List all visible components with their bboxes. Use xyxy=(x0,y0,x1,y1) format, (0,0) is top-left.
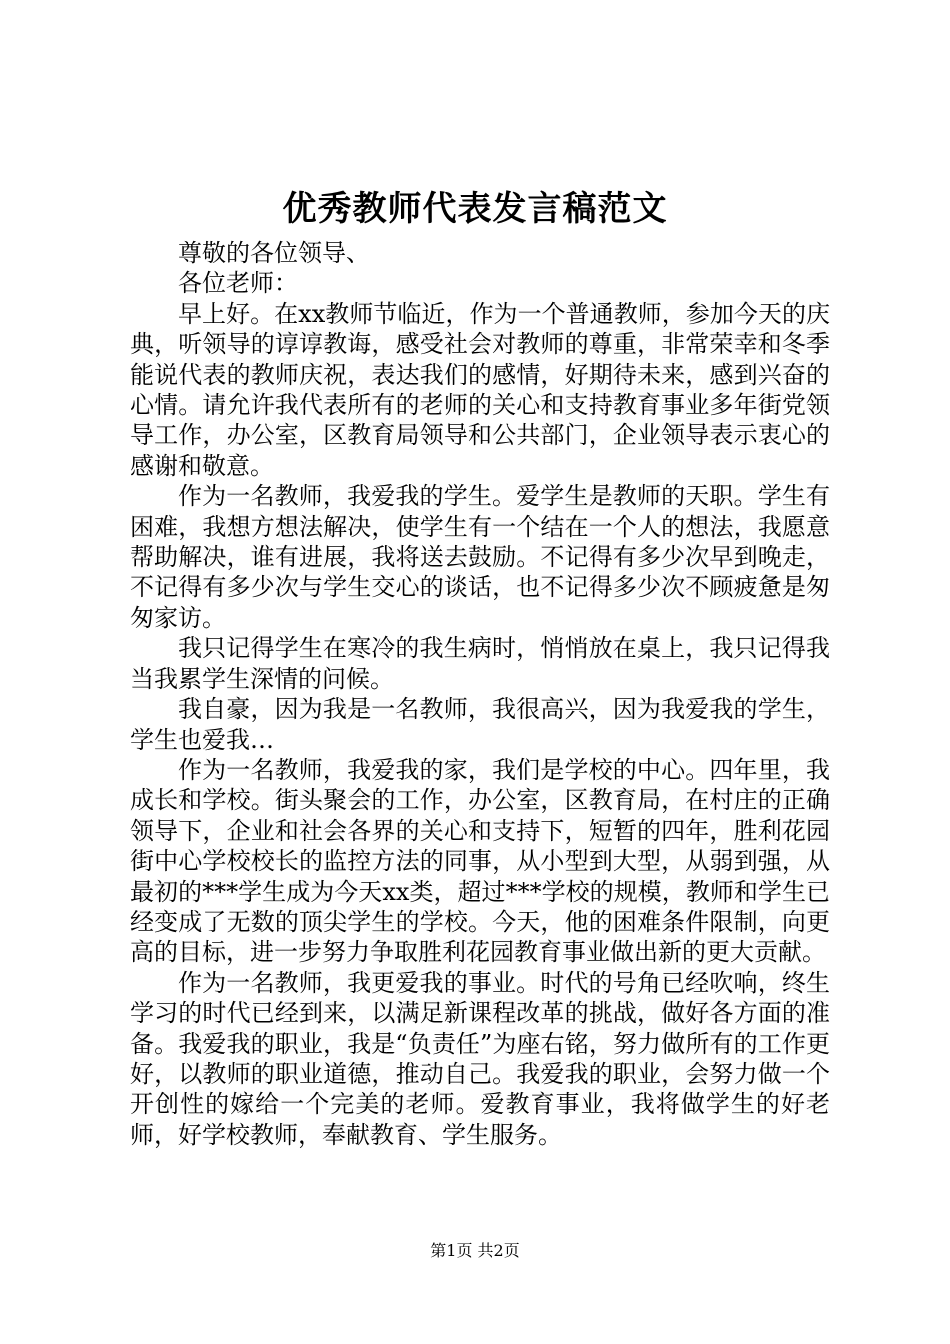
paragraph: 我自豪，因为我是一名教师，我很高兴，因为我爱我的学生，学生也爱我… xyxy=(130,695,830,754)
paragraph: 我只记得学生在寒冷的我生病时，悄悄放在桌上，我只记得我当我累学生深情的问候。 xyxy=(130,634,830,693)
paragraph: 早上好。在xx教师节临近，作为一个普通教师，参加今天的庆典，听领导的谆谆教诲，感受社会对教师的尊重，非常荣幸和冬季能说代表的教师庆祝，表达我们的感情，好期待未来，感到兴奋的心情。请允许我代表所有的老师的关心和支持教育事业多年街党领导工作，办公室，区教育局领导和公共部门，企业领导表示衷心的感谢和敬意。 xyxy=(130,299,830,480)
document-title: 优秀教师代表发言稿范文 xyxy=(282,189,668,229)
document-body xyxy=(130,238,830,1150)
paragraph: 作为一名教师，我更爱我的事业。时代的号角已经吹响，终生学习的时代已经到来，以满足新课程改革的挑战，做好各方面的准备。我爱我的职业，我是“负责任”为座右铭，努力做所有的工作更好，以教师的职业道德，推动自己。我爱我的职业，会努力做一个开创性的嫁给一个完美的老师。爱教育事业，我将做学生的好老师，好学校教师，奉献教育、学生服务。 xyxy=(130,968,830,1149)
page-number-footer: 第1页 共2页 xyxy=(430,1241,520,1260)
paragraph: 作为一名教师，我爱我的学生。爱学生是教师的天职。学生有困难，我想方想法解决，使学生有一个结在一个人的想法，我愿意帮助解决，谁有进展，我将送去鼓励。不记得有多少次早到晚走，不记得有多少次与学生交心的谈话，也不记得多少次不顾疲惫是匆匆家访。 xyxy=(130,482,830,632)
salutation-line-2: 各位老师： xyxy=(178,269,298,298)
salutation-line-1: 尊敬的各位领导、 xyxy=(178,239,370,267)
paragraph: 作为一名教师，我爱我的家，我们是学校的中心。四年里，我成长和学校。街头聚会的工作，办公室，区教育局，在村庄的正确领导下，企业和社会各界的关心和支持下，短暂的四年，胜利花园街中心学校校长的监控方法的同事，从小型到大型，从弱到强，从最初的***学生成为今天xx类，超过***学校的规模，教师和学生已经变成了无数的顶尖学生的学校。今天，他的困难条件限制，向更高的目标，进一步努力争取胜利花园教育事业做出新的更大贡献。 xyxy=(130,755,830,967)
